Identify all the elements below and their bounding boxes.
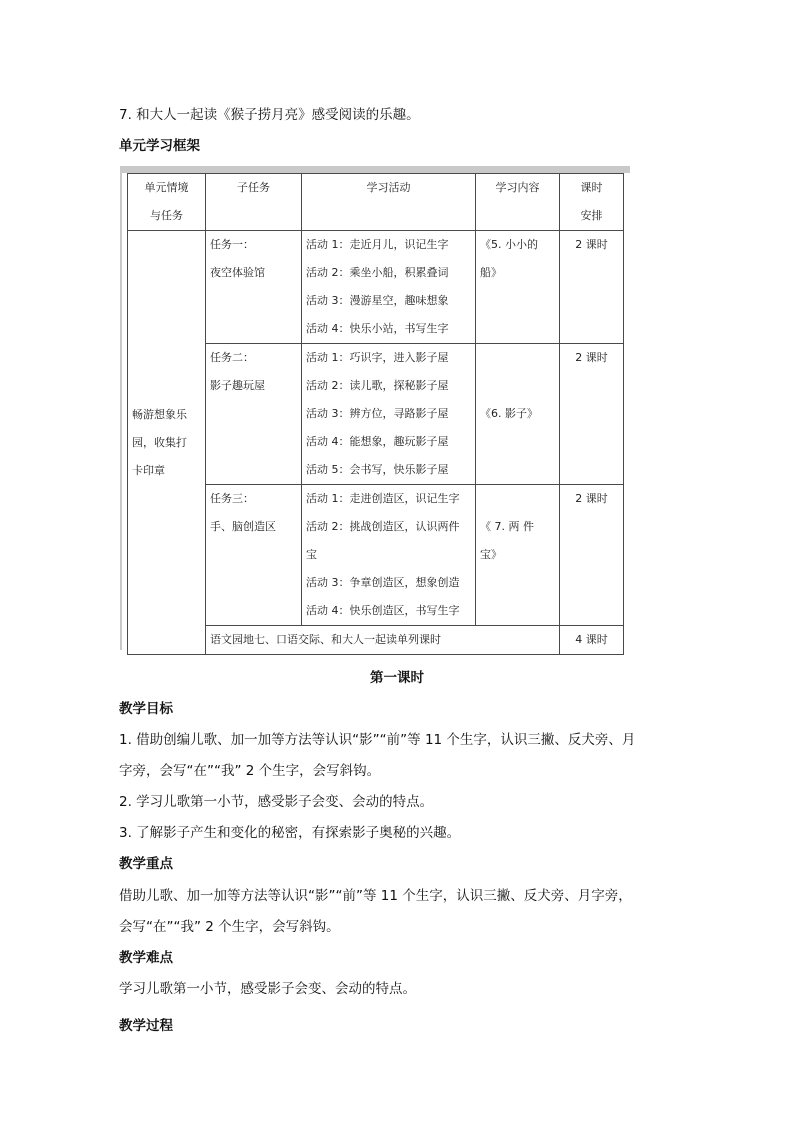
activities-cell: 活动 1：走近月儿，识记生字 活动 2：乘坐小船，积累叠词 活动 3：漫游星空，趣味想象 活动 4：快乐小站，书写生字 — [302, 231, 476, 344]
difficulty-line: 学习儿歌第一小节，感受影子会变、会动的特点。 — [119, 981, 416, 997]
framework-table — [127, 173, 624, 655]
header-subtask: 子任务 — [206, 174, 302, 231]
goal-line: 2. 学习儿歌第一小节，感受影子会变、会动的特点。 — [119, 794, 434, 810]
activities-cell: 活动 1：巧识字，进入影子屋 活动 2：读儿歌，探秘影子屋 活动 3：辨方位，寻路影子屋 活动 4：能想象，趣玩影子屋 活动 5：会书写，快乐影子屋 — [302, 344, 476, 485]
hours-cell: 2 课时 — [560, 231, 624, 344]
lesson-title: 第一课时 — [370, 670, 424, 686]
goal-line: 1. 借助创编儿歌、加一加等方法等认识“影”“前”等 11 个生字，认识三撇、反犬旁、月 — [119, 732, 636, 748]
header-context: 单元情境 与任务 — [128, 174, 206, 231]
activities-cell: 活动 1：走进创造区，识记生字 活动 2：挑战创造区，认识两件 宝 活动 3：争章创造区，想象创造 活动 4：快乐创造区，书写生字 — [302, 485, 476, 626]
task-name-cell: 任务一： 夜空体验馆 — [206, 231, 302, 344]
table-header-row — [128, 174, 624, 231]
framework-heading: 单元学习框架 — [119, 138, 200, 154]
hours-cell: 2 课时 — [560, 344, 624, 485]
footer-hours-cell: 4 课时 — [560, 626, 624, 655]
content-cell: 《5. 小小的 船》 — [476, 231, 560, 344]
table-image-top-border — [120, 166, 630, 173]
content-cell: 《6. 影子》 — [476, 344, 560, 485]
key-heading: 教学重点 — [119, 856, 173, 872]
header-activities: 学习活动 — [302, 174, 476, 231]
key-line: 借助儿歌、加一加等方法等认识“影”“前”等 11 个生字，认识三撇、反犬旁、月字旁， — [119, 888, 632, 904]
goals-heading: 教学目标 — [119, 701, 173, 717]
difficulty-heading: 教学难点 — [119, 950, 173, 966]
key-line: 会写“在”“我” 2 个生字，会写斜钩。 — [119, 919, 340, 935]
goal-line: 3. 了解影子产生和变化的秘密，有探索影子奥秘的兴趣。 — [119, 825, 461, 841]
table-row — [128, 231, 624, 344]
task-name-cell: 任务二： 影子趣玩屋 — [206, 344, 302, 485]
header-content: 学习内容 — [476, 174, 560, 231]
framework-table-image — [120, 166, 630, 650]
footer-text-cell: 语文园地七、口语交际、和大人一起读单列课时 — [206, 626, 560, 655]
hours-cell: 2 课时 — [560, 485, 624, 626]
process-heading: 教学过程 — [119, 1018, 173, 1034]
task-name-cell: 任务三： 手、脑创造区 — [206, 485, 302, 626]
content-cell: 《 7. 两 件 宝》 — [476, 485, 560, 626]
header-hours: 课时 安排 — [560, 174, 624, 231]
goal-line: 字旁，会写“在”“我” 2 个生字，会写斜钩。 — [119, 763, 381, 779]
context-cell: 畅游想象乐 园，收集打 卡印章 — [128, 231, 206, 655]
intro-item: 7. 和大人一起读《猴子捞月亮》感受阅读的乐趣。 — [119, 107, 420, 123]
table-image-left-border — [120, 166, 122, 650]
